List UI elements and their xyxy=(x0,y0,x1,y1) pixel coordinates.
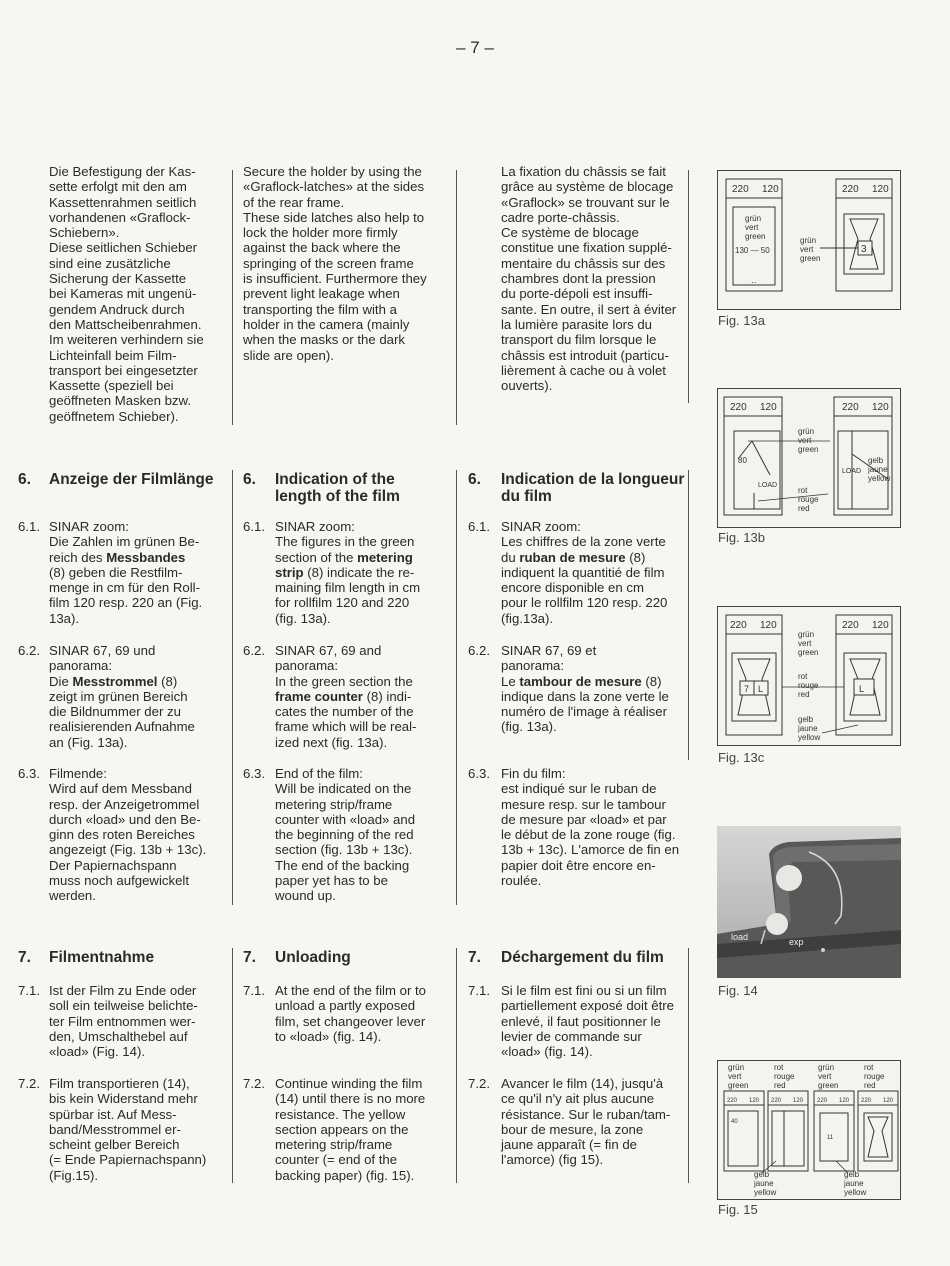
label-120: 120 xyxy=(839,1098,850,1104)
text-line: scheint gelber Bereich xyxy=(49,1137,180,1153)
heading-line: Déchargement du film xyxy=(501,949,664,966)
text-line: film, set changeover lever xyxy=(275,1013,426,1029)
text-line: lock the holder more firmly xyxy=(243,225,398,241)
text-line: SINAR 67, 69 und xyxy=(49,643,156,658)
heading-line: length of the film xyxy=(275,488,400,505)
label-green: green xyxy=(798,445,819,454)
text-line: counter with «load» and xyxy=(275,811,416,827)
text-line: These side latches also help to xyxy=(243,209,425,225)
text-line: den Mattscheibenrahmen. xyxy=(49,316,202,332)
text-line: is insufficient. Furthermore they xyxy=(243,271,427,287)
svg-text:‥: ‥ xyxy=(751,276,757,285)
text-line: backing paper) (fig. 15). xyxy=(275,1167,415,1183)
label-120: 120 xyxy=(883,1098,894,1104)
text-line: Kassette (speziell bei xyxy=(49,378,174,394)
text-line: an (Fig. 13a). xyxy=(49,734,128,750)
label-exp: exp xyxy=(789,937,804,947)
figure-13b-drawing xyxy=(718,389,900,527)
text-line: indique dans la zone verte le xyxy=(501,688,669,704)
text-line: resp. der Anzeigetrommel xyxy=(49,796,200,812)
section-number: 6. xyxy=(18,471,31,488)
text-line: to «load» (fig. 14). xyxy=(275,1028,382,1044)
intro-english xyxy=(243,164,453,363)
text-line: reich des Messbandes xyxy=(49,549,186,565)
text-line: SINAR 67, 69 et xyxy=(501,643,597,658)
label-jaune: jaune xyxy=(798,724,818,733)
text-line: the beginning of the red xyxy=(275,827,414,843)
item-text-de xyxy=(49,1076,239,1183)
text-line: angezeigt (Fig. 13b + 13c). xyxy=(49,842,207,858)
text-line: ized next (fig. 13a). xyxy=(275,734,388,750)
label-120: 120 xyxy=(872,402,889,413)
text-line: transporting the film with a xyxy=(243,301,397,317)
text-line: SINAR zoom: xyxy=(501,519,581,534)
label-rouge: rouge xyxy=(774,1072,795,1081)
frame-7: 7 xyxy=(744,684,750,694)
label-rot: rot xyxy=(774,1063,784,1072)
label-gelb: gelb xyxy=(754,1170,770,1179)
text-line: du porte-dépoli est insuffi- xyxy=(501,286,653,302)
label-green: green xyxy=(798,648,819,657)
text-line: muss noch aufgewickelt xyxy=(49,873,190,889)
text-line: (= Ende Papiernachspann) xyxy=(49,1152,207,1168)
item-text-fr xyxy=(501,519,696,626)
figure-13b-caption: Fig. 13b xyxy=(718,530,765,545)
heading-line: Unloading xyxy=(275,949,351,966)
label-220: 220 xyxy=(730,402,747,413)
item-text-en xyxy=(275,1076,460,1183)
text-line: paper yet has to be xyxy=(275,873,388,889)
item-text-fr xyxy=(501,983,696,1059)
text-line: At the end of the film or to xyxy=(275,983,427,998)
text-line: menge in cm für den Roll- xyxy=(49,580,200,596)
item-number: 7.2. xyxy=(18,1076,40,1091)
text-line: La fixation du châssis se fait xyxy=(501,164,666,179)
text-line: «Graflock» se trouvant sur le xyxy=(501,194,670,210)
label-yellow: yellow xyxy=(798,733,821,742)
text-line: Ist der Film zu Ende oder xyxy=(49,983,197,998)
text-line: of the rear frame. xyxy=(243,194,345,210)
label-vert: vert xyxy=(818,1072,832,1081)
text-line: chambres dont la pression xyxy=(501,271,656,287)
text-line: résistance. Sur le ruban/tam- xyxy=(501,1106,671,1122)
item-number: 7.2. xyxy=(468,1076,490,1091)
label-yellow: yellow xyxy=(844,1188,867,1197)
text-line: ouverts). xyxy=(501,378,553,394)
section-title-de xyxy=(49,471,214,488)
text-line: panorama: xyxy=(49,658,113,674)
item-number: 6.2. xyxy=(243,643,265,658)
label-rot: rot xyxy=(798,486,808,495)
label-red: red xyxy=(798,690,810,699)
text-line: indiquent la quantitié de film xyxy=(501,564,665,580)
text-line: vorhandenen «Graflock- xyxy=(49,209,191,225)
text-line: Les chiffres de la zone verte xyxy=(501,534,666,550)
label-gruen: grün xyxy=(800,236,817,245)
section-title-de xyxy=(49,949,154,966)
text-line: prevent light leakage when xyxy=(243,286,400,302)
label-vert: vert xyxy=(745,223,759,232)
label-load: LOAD xyxy=(842,468,862,475)
heading-line: du film xyxy=(501,488,552,505)
text-line: Fin du film: xyxy=(501,766,566,781)
text-line: transport bei eingesetzter xyxy=(49,362,198,378)
text-line: counter (= end of the xyxy=(275,1152,398,1168)
label-gruen: grün xyxy=(798,427,815,436)
text-line: partiellement exposé doit être xyxy=(501,998,675,1014)
label-green: green xyxy=(728,1081,749,1090)
text-line: End of the film: xyxy=(275,766,363,781)
text-line: strip (8) indicate the re- xyxy=(275,564,415,580)
text-line: Le tambour de mesure (8) xyxy=(501,673,662,689)
text-line: 13b + 13c). L'amorce de fin en xyxy=(501,842,680,858)
label-40: 40 xyxy=(731,1119,738,1125)
item-number: 6.1. xyxy=(243,519,265,534)
text-line: zeigt im grünen Bereich xyxy=(49,688,188,704)
text-line: bour de mesure, la zone xyxy=(501,1121,644,1137)
label-rouge: rouge xyxy=(798,495,819,504)
label-gelb: gelb xyxy=(844,1170,860,1179)
figure-14-caption: Fig. 14 xyxy=(718,983,758,998)
text-line: mesure resp. sur le tambour xyxy=(501,796,666,812)
label-220: 220 xyxy=(842,402,859,413)
text-line: The end of the backing xyxy=(275,857,410,873)
text-line: metering strip/frame xyxy=(275,796,393,812)
text-line: Kassettenrahmen seitlich xyxy=(49,194,197,210)
text-line: cates the number of the xyxy=(275,704,414,720)
label-220: 220 xyxy=(771,1098,782,1104)
figure-13a xyxy=(717,170,901,310)
item-number: 7.1. xyxy=(243,983,265,998)
text-line: sind eine zusätzliche xyxy=(49,255,171,271)
text-line: Lichteinfall beim Film- xyxy=(49,347,177,363)
text-line: papier doit être encore en- xyxy=(501,857,656,873)
section-number: 6. xyxy=(243,471,256,488)
text-line: Sicherung der Kassette xyxy=(49,271,187,287)
label-220: 220 xyxy=(730,620,747,631)
text-line: bei Kameras mit ungenü- xyxy=(49,286,197,302)
text-line: «Graflock-latches» at the sides xyxy=(243,179,425,195)
page-number: – 7 – xyxy=(456,38,494,57)
text-line: die Bildnummer der zu xyxy=(49,704,181,720)
text-line: Wird auf dem Messband xyxy=(49,781,192,797)
text-line: cadre porte-châssis. xyxy=(501,209,620,225)
figure-13c xyxy=(717,606,901,746)
text-line: le début de la zone rouge (fig. xyxy=(501,827,676,843)
text-line: wound up. xyxy=(275,888,336,904)
text-line: constitue une fixation supplé- xyxy=(501,240,672,256)
label-range: 130 — 50 xyxy=(735,246,770,255)
text-line: unload a partly exposed xyxy=(275,998,416,1014)
text-line: Avancer le film (14), jusqu'à xyxy=(501,1076,664,1091)
label-220: 220 xyxy=(732,184,749,195)
label-rot: rot xyxy=(798,672,808,681)
text-line: (8) geben die Restfilm- xyxy=(49,564,183,580)
label-220: 220 xyxy=(842,620,859,631)
text-line: springing of the screen frame xyxy=(243,255,414,271)
heading-line: Anzeige der Filmlänge xyxy=(49,471,214,488)
text-line: spürbar ist. Auf Mess- xyxy=(49,1106,177,1122)
label-rouge: rouge xyxy=(864,1072,885,1081)
heading-line: Filmentnahme xyxy=(49,949,155,966)
text-line: SINAR zoom: xyxy=(275,519,355,534)
text-line: film 120 resp. 220 an (Fig. xyxy=(49,595,203,611)
heading-line: Indication of the xyxy=(275,471,395,488)
text-line: for rollfilm 120 and 220 xyxy=(275,595,410,611)
text-line: Secure the holder by using the xyxy=(243,164,422,179)
text-line: Die Befestigung der Kas- xyxy=(49,164,196,179)
text-line: Diese seitlichen Schieber xyxy=(49,240,198,256)
label-jaune: jaune xyxy=(868,465,888,474)
label-yellow: yellow xyxy=(754,1188,777,1197)
label-gelb: gelb xyxy=(868,456,884,465)
text-line: (fig.13a). xyxy=(501,610,554,626)
section-title-fr xyxy=(501,471,684,505)
section-number: 7. xyxy=(468,949,481,966)
text-line: «load» (Fig. 14). xyxy=(49,1044,146,1060)
label-green: green xyxy=(800,254,821,263)
label-gelb: gelb xyxy=(798,715,814,724)
label-red: red xyxy=(774,1081,786,1090)
text-line: Die Zahlen im grünen Be- xyxy=(49,534,200,550)
item-text-fr xyxy=(501,1076,696,1168)
figure-13b xyxy=(717,388,901,528)
text-line: section of the metering xyxy=(275,549,413,565)
text-line: ter Film entnommen wer- xyxy=(49,1013,196,1029)
label-220: 220 xyxy=(842,184,859,195)
text-line: enlevé, il faut positionner le xyxy=(501,1013,661,1029)
text-line: geöffnetem Schieber). xyxy=(49,408,179,424)
label-rot: rot xyxy=(864,1063,874,1072)
label-gruen: grün xyxy=(818,1063,835,1072)
text-line: section appears on the xyxy=(275,1121,409,1137)
text-line: durch «load» und den Be- xyxy=(49,811,201,827)
text-line: gendem Andruck durch xyxy=(49,301,185,317)
text-line: roulée. xyxy=(501,873,542,889)
text-line: section (fig. 13b + 13c). xyxy=(275,842,413,858)
text-line: frame counter (8) indi- xyxy=(275,688,412,704)
column-divider xyxy=(456,170,457,425)
label-120: 120 xyxy=(872,620,889,631)
item-number: 6.2. xyxy=(468,643,490,658)
label-gruen: grün xyxy=(728,1063,745,1072)
label-rouge: rouge xyxy=(798,681,819,690)
text-line: panorama: xyxy=(501,658,565,674)
text-line: maining film length in cm xyxy=(275,580,421,596)
label-120: 120 xyxy=(760,402,777,413)
item-number: 6.3. xyxy=(468,766,490,781)
text-line: frame which will be real- xyxy=(275,719,417,735)
text-line: bis kein Widerstand mehr xyxy=(49,1091,198,1107)
text-line: Schiebern». xyxy=(49,225,120,241)
label-red: red xyxy=(798,504,810,513)
text-line: soll ein teilweise belichte- xyxy=(49,998,198,1014)
item-number: 6.1. xyxy=(468,519,490,534)
text-line: (Fig.15). xyxy=(49,1167,99,1183)
label-gruen: grün xyxy=(745,214,762,223)
figure-13a-caption: Fig. 13a xyxy=(718,313,765,328)
text-line: In the green section the xyxy=(275,673,413,689)
text-line: holder in the camera (mainly xyxy=(243,316,410,332)
section-number: 6. xyxy=(468,471,481,488)
text-line: sante. En outre, il sert à éviter xyxy=(501,301,677,317)
label-yellow: yellow xyxy=(868,474,891,483)
item-number: 6.2. xyxy=(18,643,40,658)
item-number: 7.2. xyxy=(243,1076,265,1091)
label-120: 120 xyxy=(749,1098,760,1104)
label-gruen: grün xyxy=(798,630,815,639)
label-120: 120 xyxy=(762,184,779,195)
label-load: load xyxy=(731,932,749,942)
text-line: jaune apparaît (= fin de xyxy=(501,1137,638,1153)
text-line: mentaire du châssis sur des xyxy=(501,255,666,271)
item-text-en xyxy=(275,519,460,626)
text-line: grâce au système de blocage xyxy=(501,179,674,195)
label-vert: vert xyxy=(800,245,814,254)
section-number: 7. xyxy=(18,949,31,966)
label-120: 120 xyxy=(793,1098,804,1104)
text-line: la lumière parasite lors du xyxy=(501,316,652,332)
text-line: den, Umschalthebel auf xyxy=(49,1028,188,1044)
text-line: (14) until there is no more xyxy=(275,1091,426,1107)
text-line: pour le rollfilm 120 resp. 220 xyxy=(501,595,668,611)
label-11: 11 xyxy=(827,1135,834,1141)
text-line: against the back where the xyxy=(243,240,401,256)
heading-line: Indication de la longueur xyxy=(501,471,685,488)
item-number: 6.3. xyxy=(18,766,40,781)
label-vert: vert xyxy=(798,639,812,648)
label-220: 220 xyxy=(817,1098,828,1104)
section-title-fr xyxy=(501,949,664,966)
frame-L: L xyxy=(758,684,764,694)
intro-german xyxy=(49,164,229,424)
figure-13c-caption: Fig. 13c xyxy=(718,750,765,765)
text-line: slide are open). xyxy=(243,347,334,363)
text-line: «load» (fig. 14). xyxy=(501,1044,593,1060)
item-text-en xyxy=(275,766,460,904)
text-line: transport du film lorsque le xyxy=(501,332,657,348)
text-line: 13a). xyxy=(49,610,80,626)
text-line: ginn des roten Bereiches xyxy=(49,827,195,843)
text-line: SINAR zoom: xyxy=(49,519,129,534)
text-line: realisierenden Aufnahme xyxy=(49,719,195,735)
text-line: Ce système de blocage xyxy=(501,225,639,241)
figure-15-drawing xyxy=(718,1061,900,1199)
label-load: LOAD xyxy=(758,482,778,489)
text-line: l'amorce) (fig 15). xyxy=(501,1152,604,1168)
intro-french xyxy=(501,164,691,393)
text-line: est indiqué sur le ruban de xyxy=(501,781,657,797)
label-vert: vert xyxy=(798,436,812,445)
column-divider xyxy=(232,170,233,425)
label-green: green xyxy=(745,232,766,241)
text-line: metering strip/frame xyxy=(275,1137,393,1153)
text-line: Im weiteren verhindern sie xyxy=(49,332,204,348)
text-line: werden. xyxy=(49,888,96,904)
item-text-de xyxy=(49,643,239,750)
figure-14-drawing xyxy=(717,826,901,978)
text-line: SINAR 67, 69 and xyxy=(275,643,382,658)
label-120: 120 xyxy=(872,184,889,195)
label-120: 120 xyxy=(760,620,777,631)
text-line: sette erfolgt mit den am xyxy=(49,179,187,195)
text-line: levier de commande sur xyxy=(501,1028,642,1044)
item-text-fr xyxy=(501,766,696,888)
text-line: geöffneten Masken bzw. xyxy=(49,393,191,409)
label-jaune: jaune xyxy=(754,1179,774,1188)
item-text-en xyxy=(275,983,460,1044)
text-line: lièrement à cache ou à volet xyxy=(501,362,666,378)
label-red: red xyxy=(864,1081,876,1090)
item-number: 7.1. xyxy=(468,983,490,998)
text-line: encore disponible en cm xyxy=(501,580,644,596)
frame-L: L xyxy=(859,684,865,694)
text-line: Filmende: xyxy=(49,766,107,781)
text-line: châssis est introduit (particu- xyxy=(501,347,669,363)
text-line: Die Messtrommel (8) xyxy=(49,673,178,689)
figure-15-caption: Fig. 15 xyxy=(718,1202,758,1217)
text-line: Si le film est fini ou si un film xyxy=(501,983,667,998)
item-text-fr xyxy=(501,643,696,735)
label-220: 220 xyxy=(727,1098,738,1104)
label-green: green xyxy=(818,1081,839,1090)
text-line: Continue winding the film xyxy=(275,1076,423,1091)
text-line: (fig. 13a). xyxy=(275,610,331,626)
text-line: panorama: xyxy=(275,658,339,674)
section-number: 7. xyxy=(243,949,256,966)
label-jaune: jaune xyxy=(844,1179,864,1188)
section-title-en xyxy=(275,949,351,966)
figure-13c-drawing xyxy=(718,607,900,745)
text-line: ce qu'il n'y ait plus aucune xyxy=(501,1091,655,1107)
label-80: 80 xyxy=(738,456,747,465)
figure-13a-drawing xyxy=(718,171,900,309)
item-number: 7.1. xyxy=(18,983,40,998)
item-number: 6.3. xyxy=(243,766,265,781)
section-title-en xyxy=(275,471,400,505)
text-line: du ruban de mesure (8) xyxy=(501,549,646,565)
text-line: band/Messtrommel er- xyxy=(49,1121,181,1137)
frame-number: 3 xyxy=(861,244,867,255)
item-text-de xyxy=(49,519,239,626)
label-vert: vert xyxy=(728,1072,742,1081)
text-line: de mesure par «load» et par xyxy=(501,811,667,827)
figure-14-photo xyxy=(717,826,901,978)
text-line: numéro de l'image à réaliser xyxy=(501,704,667,720)
item-text-de xyxy=(49,983,239,1059)
text-line: Will be indicated on the xyxy=(275,781,412,797)
item-number: 6.1. xyxy=(18,519,40,534)
item-text-de xyxy=(49,766,239,904)
text-line: resistance. The yellow xyxy=(275,1106,406,1122)
item-text-en xyxy=(275,643,460,750)
text-line: (fig. 13a). xyxy=(501,719,557,735)
text-line: Der Papiernachspann xyxy=(49,857,177,873)
figure-15 xyxy=(717,1060,901,1200)
text-line: Film transportieren (14), xyxy=(49,1076,190,1091)
text-line: The figures in the green xyxy=(275,534,415,550)
text-line: when the masks or the dark xyxy=(243,332,405,348)
label-220: 220 xyxy=(861,1098,872,1104)
